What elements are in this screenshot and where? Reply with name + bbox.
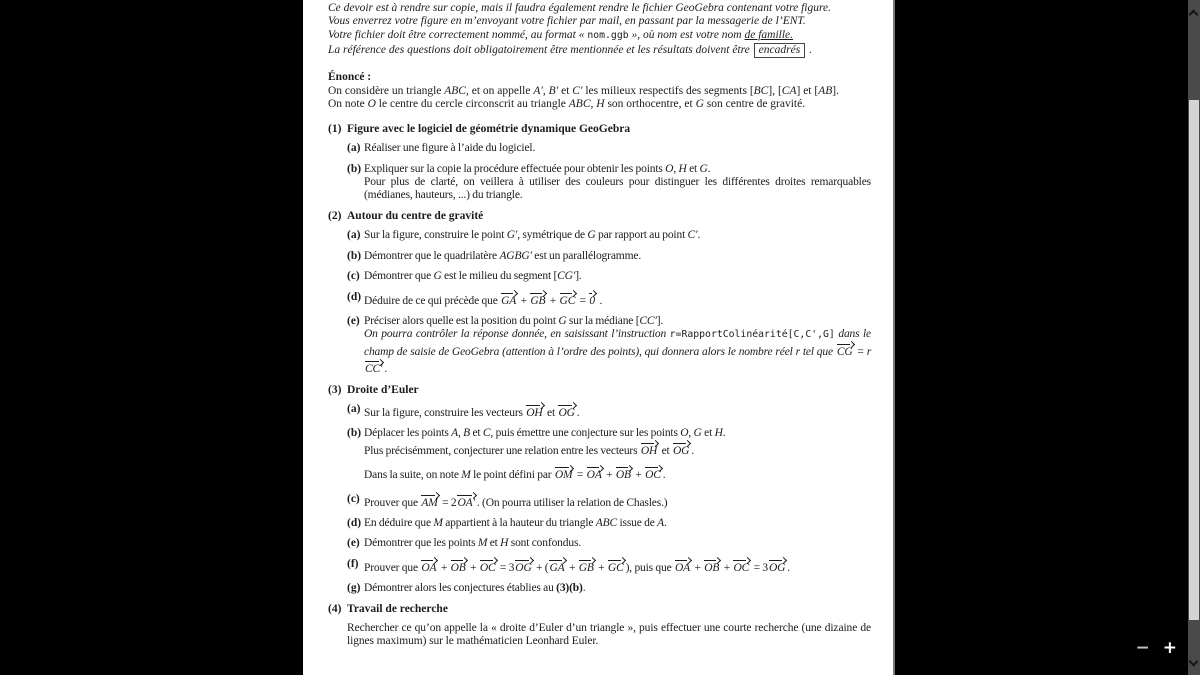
enonce-line: On note O le centre du cercle circonscrit au triangle ABC, H son orthocentre, et G son centre de gravité. [328,98,806,111]
paragraph: Pour plus de clarté, on veillera à utiliser des couleurs pour distinguer les différentes droites remarquables (médianes, hauteurs, ...) du triangle. [364,176,871,202]
paragraph: Déduire de ce qui précède que GA + GB + GC = 0 . [364,291,871,308]
vector-notation: OC [480,558,496,575]
section-title: Figure avec le logiciel de géométrie dynamique GeoGebra [347,122,631,135]
enonce-title: Énoncé : [328,70,372,83]
section-items [347,229,871,376]
item-body [364,427,871,458]
section [328,123,871,203]
vector-notation: OA′ [457,493,474,510]
zoom-out-button[interactable]: − [1135,638,1150,658]
section-title: Autour du centre de gravité [347,209,484,222]
item-label: (a) [347,229,361,242]
paragraph: Rechercher ce qu’on appelle la « droite d’Euler d’un triangle », puis effectuer une courte recherche (une dizaine de lignes maximum) sur le mathématicien Leonhard Euler. [347,622,871,648]
paragraph: Prouver que AM = 2OA′ . (On pourra utiliser la relation de Chasles.) [364,493,871,510]
question-item [347,403,871,420]
paragraph: Démontrer que le quadrilatère AGBG′ est un parallélogramme. [364,249,642,262]
vector-notation: OB [704,558,719,575]
item-body [364,142,871,155]
item-body [364,517,871,530]
section-heading [328,384,871,397]
item-body [364,270,871,283]
vector-notation: GC [560,291,576,308]
paragraph: Démontrer alors les conjectures établies au (3)(b). [364,582,586,595]
scroll-up-icon[interactable] [1189,10,1199,20]
question-item [347,558,871,575]
question-item [347,315,871,377]
vector-notation: OG [558,403,574,420]
intro-block [328,2,871,58]
question-item [347,517,871,530]
vector-notation: OH [526,403,542,420]
vector-notation: OC [645,465,661,482]
item-label: (b) [347,427,362,440]
intro-line: Vous enverrez votre figure en m’envoyant votre fichier par mail, en passant par la messagerie de l’ENT. [328,15,806,28]
item-body [364,250,871,263]
vector-notation: OM [555,465,573,482]
section-body [347,622,871,649]
item-label: (a) [347,142,361,155]
question-item [347,465,871,482]
item-label: (e) [347,314,360,327]
vector-notation: OC [733,558,749,575]
vector-notation: OA [675,558,690,575]
paragraph: Démontrer que les points M et H sont confondus. [364,537,582,550]
paragraph: Démontrer que G est le milieu du segment [CG′]. [364,270,582,283]
intro-line: Votre fichier doit être correctement nommé, au format « nom.ggb », où nom est votre nom de famille. [328,28,794,41]
enonce-block [328,71,871,112]
item-label: (e) [347,537,360,550]
section-items [347,142,871,203]
paragraph: Préciser alors quelle est la position du point G sur la médiane [CC′]. [364,314,664,327]
paragraph: On pourra contrôler la réponse donnée, en saisissant l’instruction r=RapportColinéarité[C,C',G] dans le champ de saisie de GeoGebra (attention à l’ordre des points), qui donnera alors le nombre réel r tel que CG = rCC′ . [364,328,872,376]
question-item [347,229,871,242]
vector-notation: GB [530,291,545,308]
section-number: (2) [328,209,342,222]
zoom-in-button[interactable]: + [1162,638,1177,658]
vector-notation: GA [501,291,516,308]
item-body [364,229,871,242]
item-label: (a) [347,402,361,415]
paragraph: Prouver que OA + OB + OC = 3OG + (GA + GB + GC ), puis que OA + OB + OC = 3OG . [364,558,871,575]
item-body [364,291,871,308]
paragraph: Sur la figure, construire le point G′, symétrique de G par rapport au point C′. [364,229,701,242]
section [328,210,871,377]
item-label: (f) [347,557,359,570]
item-label [347,465,364,482]
question-item [347,582,871,595]
vector-notation: GC [608,558,624,575]
vector-notation: OA [587,465,602,482]
section-heading [328,603,871,616]
item-body [364,163,871,203]
paragraph: Sur la figure, construire les vecteurs OH et OG . [364,403,871,420]
scrollbar-thumb[interactable] [1189,100,1199,620]
item-body [364,582,871,595]
vector-notation: AM [421,493,437,510]
vector-notation: OH [641,441,657,458]
item-label: (b) [347,249,362,262]
intro-line: Ce devoir est à rendre sur copie, mais il faudra également rendre le fichier GeoGebra contenant votre figure. [328,2,832,14]
paragraph: Réaliser une figure à l’aide du logiciel. [364,142,536,155]
vector-notation: OG [515,558,531,575]
vector-notation: OA [421,558,436,575]
item-label: (c) [347,270,360,283]
section [328,384,871,596]
question-item [347,493,871,510]
item-label: (c) [347,492,360,505]
question-item [347,427,871,458]
section-title: Travail de recherche [347,602,448,615]
section-items [347,403,871,596]
vector-notation: 0 [589,291,595,308]
vector-notation: GB [579,558,594,575]
vector-notation: OB [451,558,466,575]
paragraph: Plus précisémment, conjecturer une relation entre les vecteurs OH et OG . [364,441,871,458]
question-item [347,163,871,203]
zoom-controls [1136,640,1178,657]
section [328,603,871,649]
vector-notation: OG [769,558,785,575]
question-item [347,142,871,155]
enonce-lines [328,85,871,112]
sections [328,123,871,649]
item-body [364,493,871,510]
item-label: (b) [347,162,362,175]
paragraph: En déduire que M appartient à la hauteur du triangle ABC issue de A. [364,516,667,529]
section-number: (1) [328,122,342,135]
vector-notation: OB [616,465,631,482]
paragraph: Expliquer sur la copie la procédure effectuée pour obtenir les points O, H et G. [364,162,711,175]
scrollbar[interactable] [1188,0,1200,675]
item-label: (d) [347,516,362,529]
item-body [364,465,871,482]
intro-line: La référence des questions doit obligatoirement être mentionnée et les résultats doivent être encadrés . [328,44,812,57]
item-body [364,403,871,420]
section-title: Droite d’Euler [347,383,419,396]
boxed-word: encadrés [754,43,806,58]
document-page [303,0,895,675]
section-number: (3) [328,383,342,396]
vector-notation: CG [837,342,853,359]
section-heading [328,210,871,223]
vector-notation: OG [673,441,689,458]
paragraph: Déplacer les points A, B et C, puis émettre une conjecture sur les points O, G et H. [364,427,726,440]
question-item [347,537,871,550]
item-body [364,558,871,575]
question-item [347,270,871,283]
question-item [347,250,871,263]
vector-notation: GA [549,558,564,575]
section-number: (4) [328,602,342,615]
item-label: (d) [347,290,362,303]
enonce-line: On considère un triangle ABC, et on appelle A′, B′ et C′ les milieux respectifs des segments [BC], [CA] et [AB]. [328,85,839,98]
paragraph: Dans la suite, on note M le point défini par OM = OA + OB + OC . [364,465,871,482]
section-heading [328,123,871,136]
item-body [364,537,871,550]
item-label: (g) [347,582,361,595]
vector-notation: CC′ [365,359,382,376]
question-item [347,291,871,308]
item-body [364,315,871,377]
scroll-down-icon[interactable] [1189,657,1199,667]
